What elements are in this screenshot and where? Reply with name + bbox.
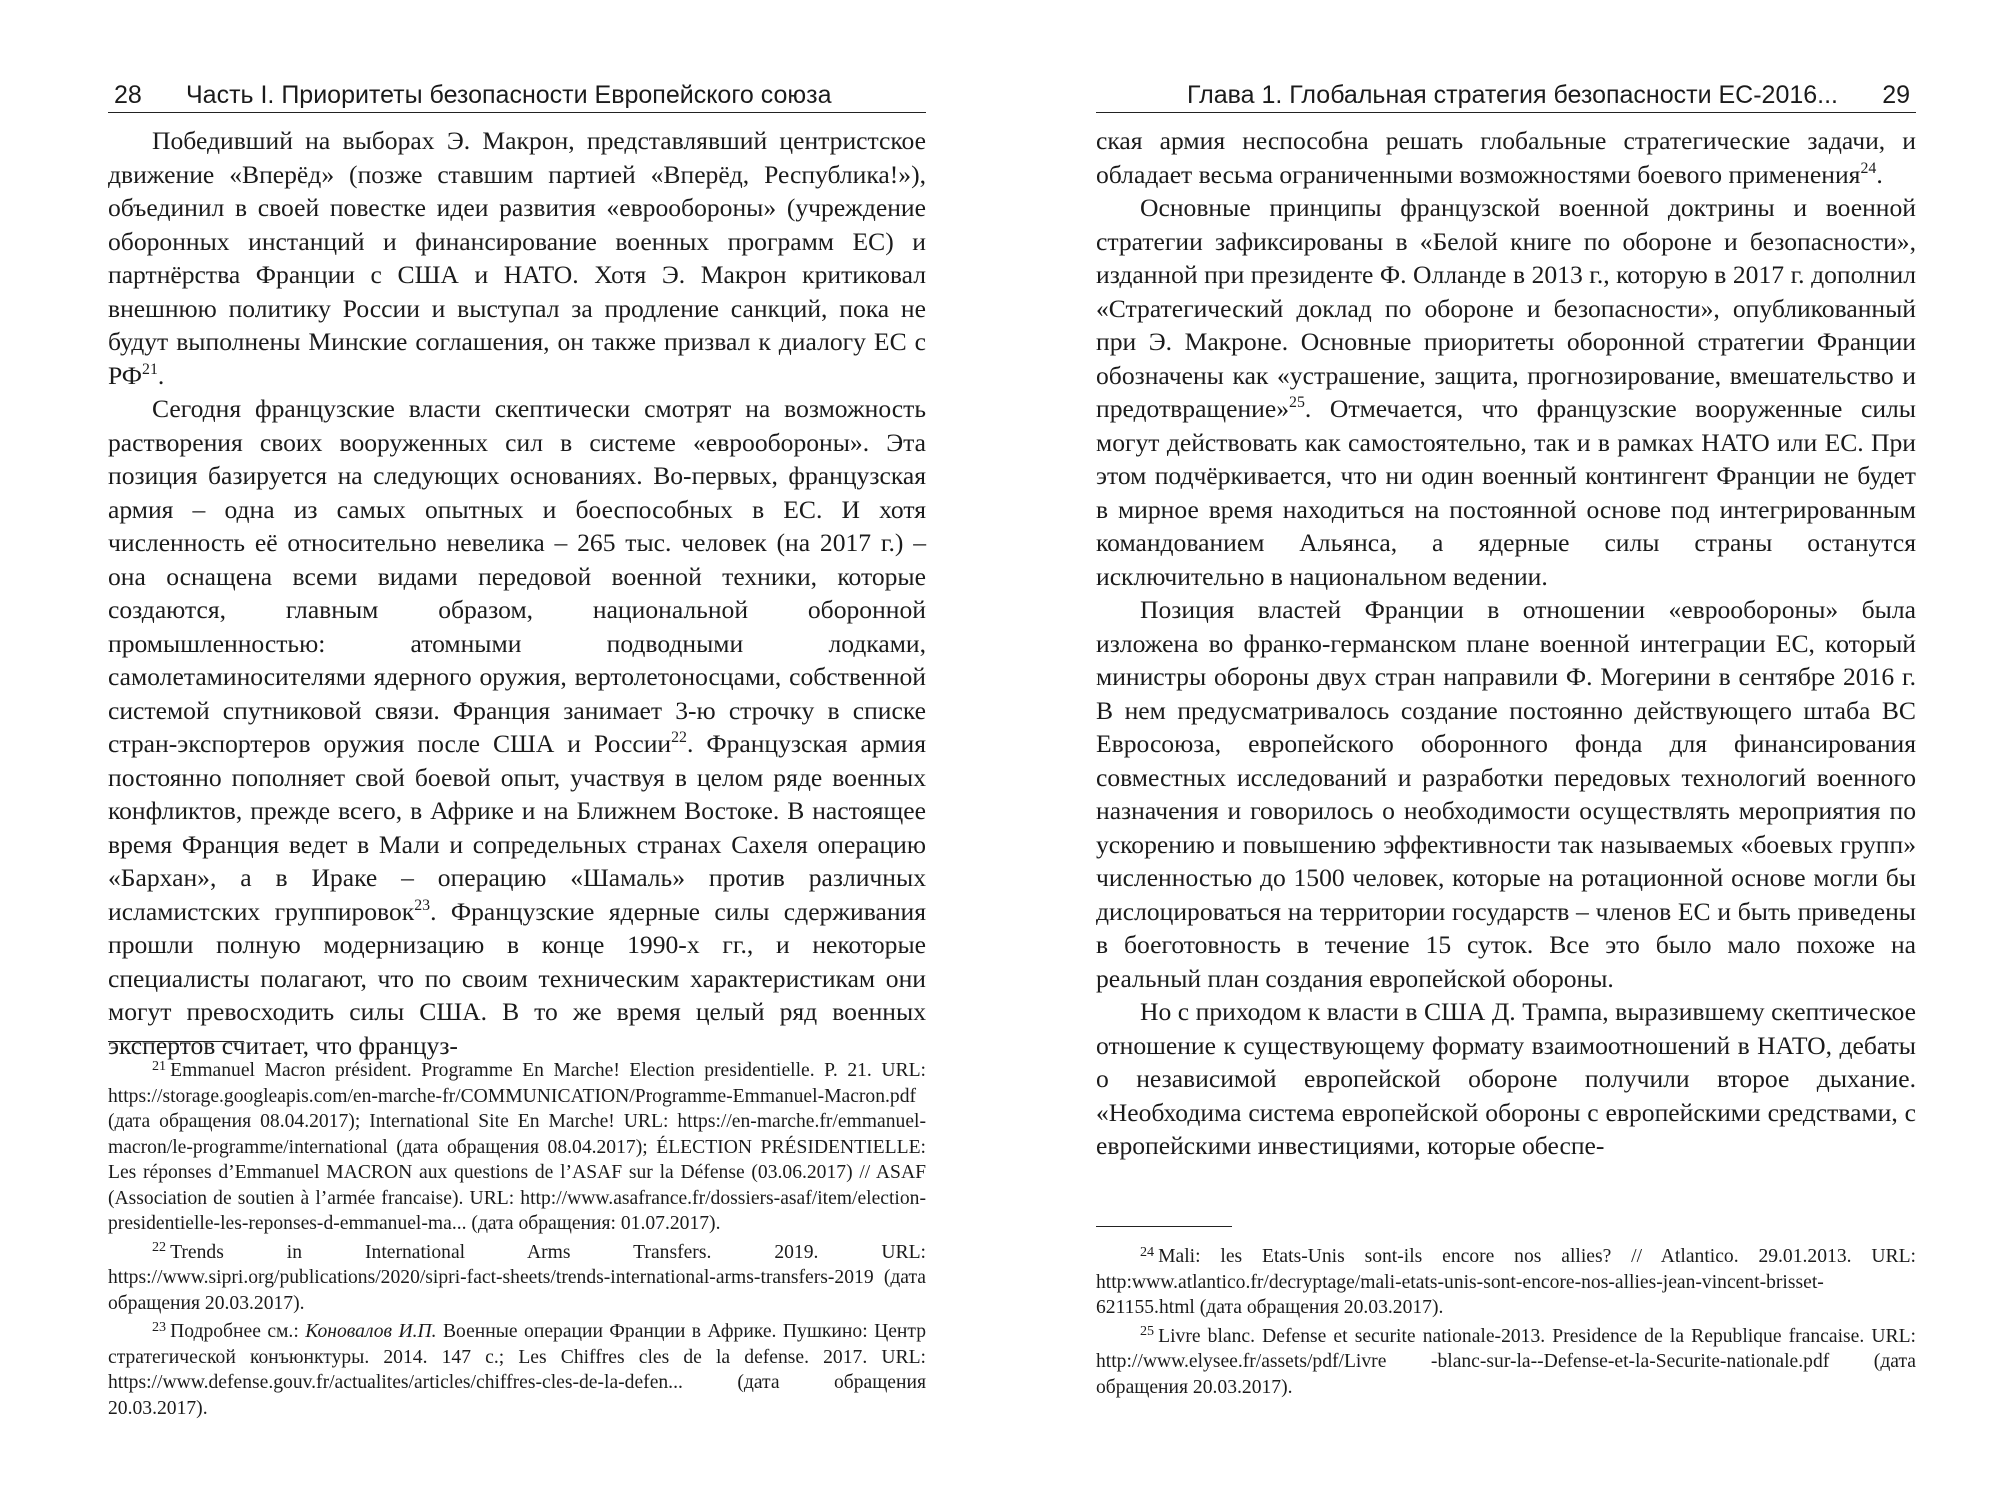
footnote-ref: 22 [671, 729, 687, 747]
body-text [108, 124, 926, 1062]
paragraph: ская армия неспособна решать глобальные стратегические задачи, и обладает весьма ограниченными возможностями боевого применения$^{24}$. [1096, 126, 1916, 189]
footnote: $^{22}$ Trends in International Arms Transfers. 2019. URL: https://www.sipri.org/publications/2020/sipri-fact-sheets/trends-international-arms-transfers-2019 (дата обращения 20.03.2017). [108, 1239, 926, 1314]
left-page [108, 0, 926, 1501]
body-text [1096, 124, 1916, 1163]
footnotes [108, 1058, 926, 1424]
footnote: $^{23}$ Подробнее см.: Коновалов И.П. Военные операции Франции в Африке. Пушкино: Центр стратегической конъюнктуры. 2014. 147 с.; Les Chiffres cles de la defense. 2017. URL: https://www.defense.gouv.fr/actualites/articles/chiffres-cles-de-la-defen... (дата обращения 20.03.2017). [108, 1318, 926, 1419]
footnote-ref: 21 [142, 360, 158, 378]
footnotes [1096, 1244, 1916, 1403]
page-number: 28 [114, 81, 142, 109]
paragraph: Но с приходом к власти в США Д. Трампа, выразившему скептическое отношение к существующему формату взаимоотношений в НАТО, дебаты о независимой европейской обороне получили второе дыхание. «Необходима система европейской обороны с европейскими средствами, с европейскими инвестициями, которые обеспе- [1096, 997, 1916, 1160]
running-head [108, 78, 926, 113]
paragraph: Позиция властей Франции в отношении «еврообороны» была изложена во франко-германском плане военной интеграции ЕС, который министры обороны двух стран направили Ф. Могерини в сентябре 2016 г. В нем предусматривалось создание постоянно действующего штаба ВС Евросоюза, европейского оборонного фонда для финансирования совместных исследований и разработки передовых технологий военного назначения и говорилось о необходимости осуществлять мероприятия по ускорению и повышению эффективности так называемых «боевых групп» численностью до 1500 человек, которые на ротационной основе могли бы дислоцироваться на территории государств – членов ЕС и быть приведены в боеготовность в течение 15 суток. Все это было мало похоже на реальный план создания европейской обороны. [1096, 595, 1916, 993]
footnote-mark: 25 [1140, 1323, 1155, 1340]
footnote-divider [108, 1041, 244, 1042]
footnote-ref: 24 [1860, 159, 1877, 177]
footnote-mark: 23 [152, 1318, 167, 1335]
paragraph: Основные принципы французской военной доктрины и военной стратегии зафиксированы в «Белой книге по обороне и безопасности», изданной при президенте Ф. Олланде в 2013 г., которую в 2017 г. дополнил «Стратегический доклад по обороне и безопасности», опубликованный при Э. Макроне. Основные приоритеты оборонной стратегии Франции обозначены как «устрашение, защита, прогнозирование, вмешательство и предотвращение»$^{25}$. Отмечается, что французские вооруженные силы могут действовать как самостоятельно, так и в рамках НАТО или ЕС. При этом подчёркивается, что ни один военный контингент Франции не будет в мирное время находиться на постоянной основе под интегрированным командованием Альянса, а ядерные силы страны останутся исключительно в национальном ведении. [1096, 193, 1916, 591]
paragraph: Сегодня французские власти скептически смотрят на возможность растворения своих вооруженных сил в системе «еврообороны». Эта позиция базируется на следующих основаниях. Во-первых, французская армия – одна из самых опытных и боеспособных в ЕС. И хотя численность её относительно невелика – 265 тыс. человек (на 2017 г.) – она оснащена всеми видами передовой военной техники, которые создаются, главным образом, национальной оборонной промышленностью: атомными подводными лодками, самолетаминосителями ядерного оружия, вертолетоносцами, собственной системой спутниковой связи. Франция занимает 3-ю строчку в списке стран-экспортеров оружия после США и России$^{22}$. Французская армия постоянно пополняет свой боевой опыт, участвуя в целом ряде военных конфликтов, прежде всего, в Африке и на Ближнем Востоке. В настоящее время Франция ведет в Мали и сопредельных странах Сахеля операцию «Бархан», а в Ираке – операцию «Шамаль» против различных исламистских группировок$^{23}$. Французские ядерные силы сдерживания прошли полную модернизацию в конце 1990-х гг., и некоторые специалисты полагают, что по своим техническим характеристикам они могут превосходить силы США. В то же время целый ряд военных экспертов считает, что француз- [108, 394, 926, 1060]
right-page [1096, 0, 1916, 1501]
running-head-title: Глава 1. Глобальная стратегия безопасности ЕС-2016... [1187, 81, 1838, 109]
footnote: $^{24}$ Mali: les Etats-Unis sont-ils encore nos allies? // Atlantico. 29.01.2013. URL: http:www.atlantico.fr/decryptage/mali-etats-unis-sont-encore-nos-allies-jean-vincent-brisset-621155.html (дата обращения 20.03.2017). [1096, 1243, 1916, 1318]
running-head-title: Часть I. Приоритеты безопасности Европейского союза [186, 81, 832, 109]
footnote-mark: 21 [152, 1057, 167, 1074]
footnote-divider [1096, 1226, 1232, 1227]
footnote-mark: 24 [1140, 1243, 1155, 1260]
footnote-author: Коновалов И.П. [305, 1321, 437, 1342]
footnote: $^{21}$ Emmanuel Macron président. Programme En Marche! Election presidentielle. P. 21. URL: https://storage.googleapis.com/en-marche-fr/COMMUNICATION/Programme-Emmanuel-Macron.pdf (дата обращения 08.04.2017); International Site En Marche! URL: https://en-marche.fr/emmanuel-macron/le-programme/international (дата обращения 08.04.2017); ÉLECTION PRÉSIDENTIELLE: Les réponses d’Emmanuel MACRON aux questions de l’ASAF sur la Défense (03.06.2017) // ASAF (Association de soutien à l’armée francaise). URL: http://www.asafrance.fr/dossiers-asaf/item/election-presidentielle-les-reponses-d-emmanuel-ma... (дата обращения: 01.07.2017). [108, 1057, 926, 1234]
footnote-mark: 22 [152, 1239, 167, 1256]
running-head [1096, 78, 1916, 113]
page-number: 29 [1882, 81, 1910, 109]
footnote: $^{25}$ Livre blanc. Defense et securite nationale-2013. Presidence de la Republique francaise. URL: http://www.elysee.fr/assets/pdf/Livre -blanc-sur-la--Defense-et-la-Securite-nationale.pdf (дата обращения 20.03.2017). [1096, 1323, 1916, 1398]
footnote-ref: 23 [414, 896, 431, 914]
footnote-ref: 25 [1289, 394, 1305, 412]
paragraph: Победивший на выборах Э. Макрон, представлявший центристское движение «Вперёд» (позже ставшим партией «Вперёд, Республика!»), объединил в своей повестке идеи развития «еврообороны» (учреждение оборонных инстанций и финансирование военных программ ЕС) и партнёрства Франции с США и НАТО. Хотя Э. Макрон критиковал внешнюю политику России и выступал за продление санкций, пока не будут выполнены Минские соглашения, он также призвал к диалогу ЕС с РФ$^{21}$. [108, 126, 926, 390]
